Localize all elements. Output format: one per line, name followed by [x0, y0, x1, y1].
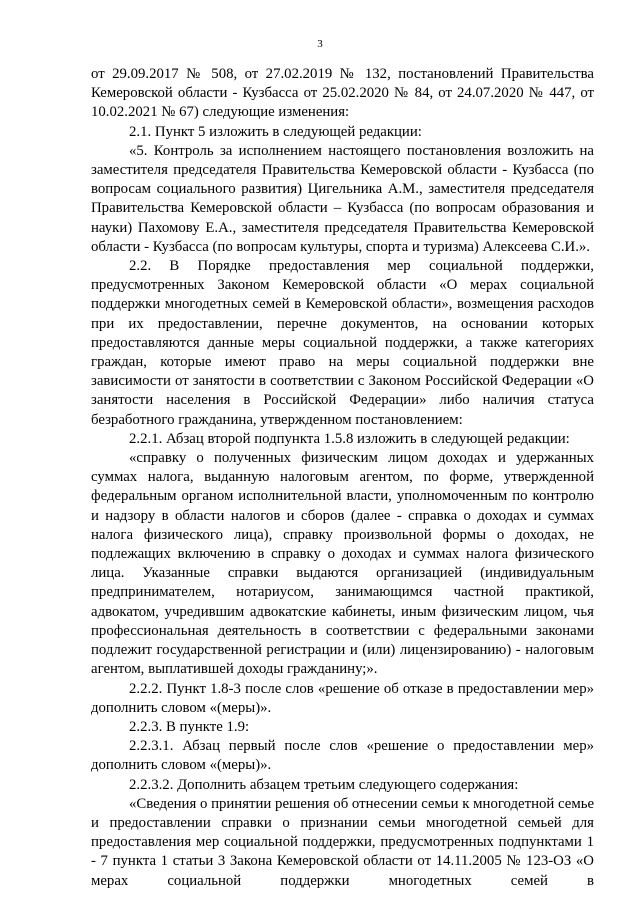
paragraph-5: 2.2.1. Абзац второй подпункта 1.5.8 изложить в следующей редакции: [129, 430, 570, 447]
document-body [91, 65, 594, 891]
paragraph-1: от 29.09.2017 № 508, от 27.02.2019 № 132, постановлений Правительства Кемеровской области - Кузбасса от 25.02.2020 № 84, от 24.07.2020 № 447, от 10.02.2021 № 67) следующие изменения: [91, 66, 594, 121]
paragraph-2: 2.1. Пункт 5 изложить в следующей редакции: [129, 123, 422, 140]
paragraph-9: 2.2.3.1. Абзац первый после слов «решение о предоставлении мер» дополнить словом «(меры)». [91, 738, 594, 774]
paragraph-6: «справку о полученных физическим лицом доходах и удержанных суммах налога, выданную налоговым агентом, по форме, утвержденной федеральным органом исполнительной власти, уполномоченным по контролю и надзору в области налогов и сборов (далее - справка о доходах и суммах налога физического лица), справку произвольной формы о доходах, не подлежащих включению в справку о доходах и суммах налога физического лица. Указанные справки выдаются организацией (индивидуальным предпринимателем, нотариусом, занимающимся частной практикой, адвокатом, учредившим адвокатские кабинеты, иным физическим лицом, чья профессиональная деятельность в соответствии с федеральными законами подлежит государственной регистрации и (или) лицензированию) - налоговым агентом, выплатившей доходы гражданину;». [91, 450, 594, 678]
paragraph-7: 2.2.2. Пункт 1.8-3 после слов «решение об отказе в предоставлении мер» дополнить словом «(меры)». [91, 680, 594, 716]
paragraph-11: «Сведения о принятии решения об отнесении семьи к многодетной семье и предоставлении справки о признании семьи многодетной семьей для предоставления мер социальной поддержки, предусмотренных подпунктами 1 - 7 пункта 1 статьи 3 Закона Кемеровской области от 14.11.2005 № 123-ОЗ «О мерах социальной поддержки многодетных семей в [91, 795, 595, 889]
paragraph-3: «5. Контроль за исполнением настоящего постановления возложить на заместителя председателя Правительства Кемеровской области - Кузбасса (по вопросам социального развития) Цигельника А.М., заместителя председателя Правительства Кемеровской области – Кузбасса (по вопросам образования и науки) Пахомову Е.А., заместителя председателя Правительства Кемеровской области - Кузбасса (по вопросам культуры, спорта и туризма) Алексеева С.И.». [91, 142, 594, 255]
paragraph-4: 2.2. В Порядке предоставления мер социальной поддержки, предусмотренных Законом Кемеровской области «О мерах социальной поддержки многодетных семей в Кемеровской области», возмещения расходов при их предоставлении, перечне документов, на основании которых предоставляются данные меры социальной поддержки, а также категориях граждан, которые имеют право на меры социальной поддержки вне зависимости от занятости в соответствии с Законом Российской Федерации «О занятости населения в Российской Федерации» либо наличия статуса безработного гражданина, утвержденном постановлением: [91, 258, 594, 428]
paragraph-10: 2.2.3.2. Дополнить абзацем третьим следующего содержания: [129, 776, 519, 793]
paragraph-8: 2.2.3. В пункте 1.9: [129, 718, 250, 735]
page-number: 3 [317, 38, 323, 50]
